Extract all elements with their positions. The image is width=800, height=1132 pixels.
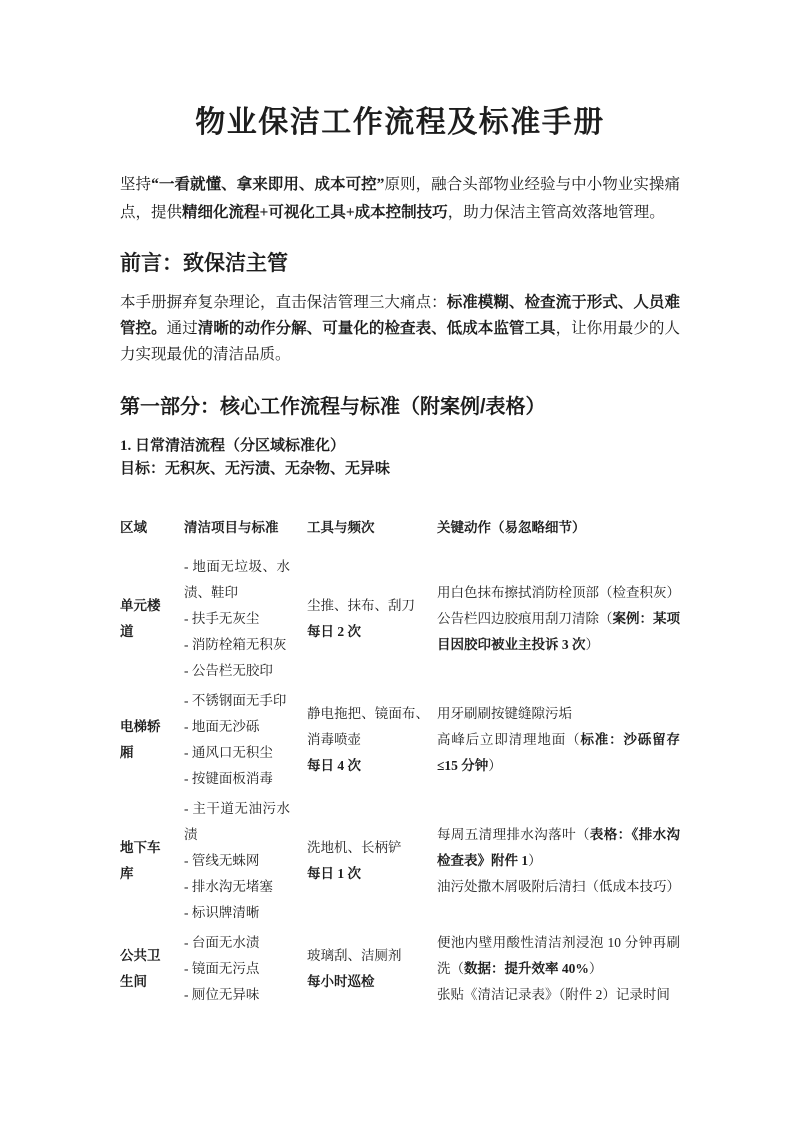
text: ） — [588, 961, 603, 976]
document-title: 物业保洁工作流程及标准手册 — [195, 106, 605, 139]
cell-line: - 公告栏无胶印 — [184, 663, 273, 678]
preface-paragraph — [120, 290, 680, 368]
cell-line: - 扶手无灰尘 — [184, 611, 260, 626]
actions-cell — [437, 928, 680, 1010]
cell-line — [307, 969, 429, 995]
cell-line — [437, 580, 680, 606]
text: 洗地机、长柄铲 — [307, 840, 402, 855]
items-cell — [184, 552, 307, 686]
text: 用白色抹布擦拭消防栓顶部（检查积灰） — [437, 585, 680, 600]
bold-text: 清晰的动作分解、可量化的检查表、低成本监管工具 — [197, 320, 556, 337]
col-header-items: 清洁项目与标准 — [184, 520, 279, 535]
cell-line: - 消防栓箱无积灰 — [184, 637, 287, 652]
area-cell: 公共卫生间 — [120, 948, 161, 989]
actions-cell — [437, 794, 680, 928]
col-header-tools: 工具与频次 — [307, 520, 375, 535]
table-row — [120, 794, 680, 928]
items-cell — [184, 686, 307, 794]
table-row — [120, 552, 680, 686]
cell-line: - 标识牌清晰 — [184, 905, 260, 920]
cell-line — [307, 753, 429, 779]
process-table-body — [120, 552, 680, 1010]
bold-text: 数据：提升效率 40% — [464, 961, 589, 976]
bold-text: 每日 4 次 — [307, 758, 361, 773]
bold-text: 标准：沙砾留存 ≤15 分钟 — [437, 732, 680, 773]
cell-line: - 地面无垃圾、水渍、鞋印 — [184, 559, 290, 600]
text: ，助力保洁主管高效落地管理。 — [447, 204, 665, 221]
area-cell: 电梯轿厢 — [120, 719, 161, 760]
cell-line — [437, 874, 680, 900]
bold-text: 精细化流程+可视化工具+成本控制技巧 — [182, 204, 448, 221]
tools-cell — [307, 686, 437, 794]
items-cell — [184, 928, 307, 1010]
bold-text: 案例：某项目因胶印被业主投诉 3 次 — [437, 611, 680, 652]
cell-line: - 排水沟无堵塞 — [184, 879, 273, 894]
cell-line: - 台面无水渍 — [184, 935, 260, 950]
bold-text: 每日 1 次 — [307, 866, 361, 881]
area-cell: 地下车库 — [120, 840, 161, 881]
actions-cell — [437, 552, 680, 686]
table-row — [120, 686, 680, 794]
preface-heading: 前言：致保洁主管 — [120, 252, 288, 275]
col-header-actions: 关键动作（易忽略细节） — [437, 520, 586, 535]
cell-line — [437, 982, 680, 1008]
text: ） — [488, 758, 502, 773]
text: 高峰后立即清理地面（ — [437, 732, 581, 747]
text: ，让你用最少的人力实现最优的清洁品质。 — [120, 320, 680, 363]
text: 每周五清理排水沟落叶（ — [437, 827, 590, 842]
section1-subheading: 1. 日常清洁流程（分区域标准化） — [120, 438, 346, 454]
text: 静电拖把、镜面布、消毒喷壶 — [307, 706, 429, 747]
bold-text: 每小时巡检 — [307, 974, 375, 989]
bold-text: 每日 2 次 — [307, 624, 361, 639]
cell-line — [437, 822, 680, 874]
cell-line — [307, 861, 429, 887]
bold-text: 表格：《排水沟检查表》附件 1 — [437, 827, 681, 868]
table-header-row — [120, 518, 680, 552]
cell-line — [307, 701, 429, 753]
tools-cell — [307, 794, 437, 928]
cell-line: - 厕位无异味 — [184, 987, 260, 1002]
text: 本手册摒弃复杂理论，直击保洁管理三大痛点： — [120, 294, 447, 311]
text: 尘推、抹布、刮刀 — [307, 598, 415, 613]
table-row — [120, 928, 680, 1010]
bold-text: “一看就懂、拿来即用、成本可控” — [151, 176, 385, 193]
cell-line — [307, 835, 429, 861]
area-cell: 单元楼道 — [120, 598, 161, 639]
tools-cell — [307, 928, 437, 1010]
bold-text: 标准模糊、检查流于形式、人员难管控。 — [120, 294, 680, 337]
text: 坚持 — [120, 176, 152, 193]
text: ） — [528, 853, 542, 868]
cell-line: - 主干道无油污水渍 — [184, 801, 290, 842]
cell-line: - 按键面板消毒 — [184, 771, 273, 786]
items-cell — [184, 794, 307, 928]
cell-line: - 管线无蛛网 — [184, 853, 260, 868]
text: 原则，融合头部物业经验与中小物业实操痛点，提供 — [120, 176, 680, 221]
section1-goal: 目标：无积灰、无污渍、无杂物、无异味 — [120, 461, 391, 477]
cell-line — [437, 701, 680, 727]
text: 用牙刷刷按键缝隙污垢 — [437, 706, 572, 721]
cell-line: - 地面无沙砾 — [184, 719, 260, 734]
part1-heading: 第一部分：核心工作流程与标准（附案例/表格） — [120, 396, 546, 418]
tools-cell — [307, 552, 437, 686]
cell-line — [437, 727, 680, 779]
text: 公告栏四边胶痕用刮刀清除（ — [437, 611, 613, 626]
text: ） — [585, 637, 599, 652]
col-header-area: 区域 — [120, 520, 147, 535]
cell-line: - 通风口无积尘 — [184, 745, 273, 760]
cleaning-process-table — [120, 518, 680, 1010]
intro-paragraph — [120, 171, 680, 227]
cell-line: - 镜面无污点 — [184, 961, 260, 976]
cell-line — [437, 930, 680, 982]
text: 便池内壁用酸性清洁剂浸泡 10 分钟再刷洗（ — [437, 935, 680, 976]
cell-line — [307, 943, 429, 969]
text: 玻璃刮、洁厕剂 — [307, 948, 402, 963]
text: 通过 — [166, 320, 198, 337]
actions-cell — [437, 686, 680, 794]
cell-line: - 不锈钢面无手印 — [184, 693, 287, 708]
cell-line — [307, 619, 429, 645]
text: 油污处撒木屑吸附后清扫（低成本技巧） — [437, 879, 680, 894]
text: 张贴《清洁记录表》（附件 2）记录时间 — [437, 987, 670, 1002]
cell-line — [307, 593, 429, 619]
cell-line — [437, 606, 680, 658]
